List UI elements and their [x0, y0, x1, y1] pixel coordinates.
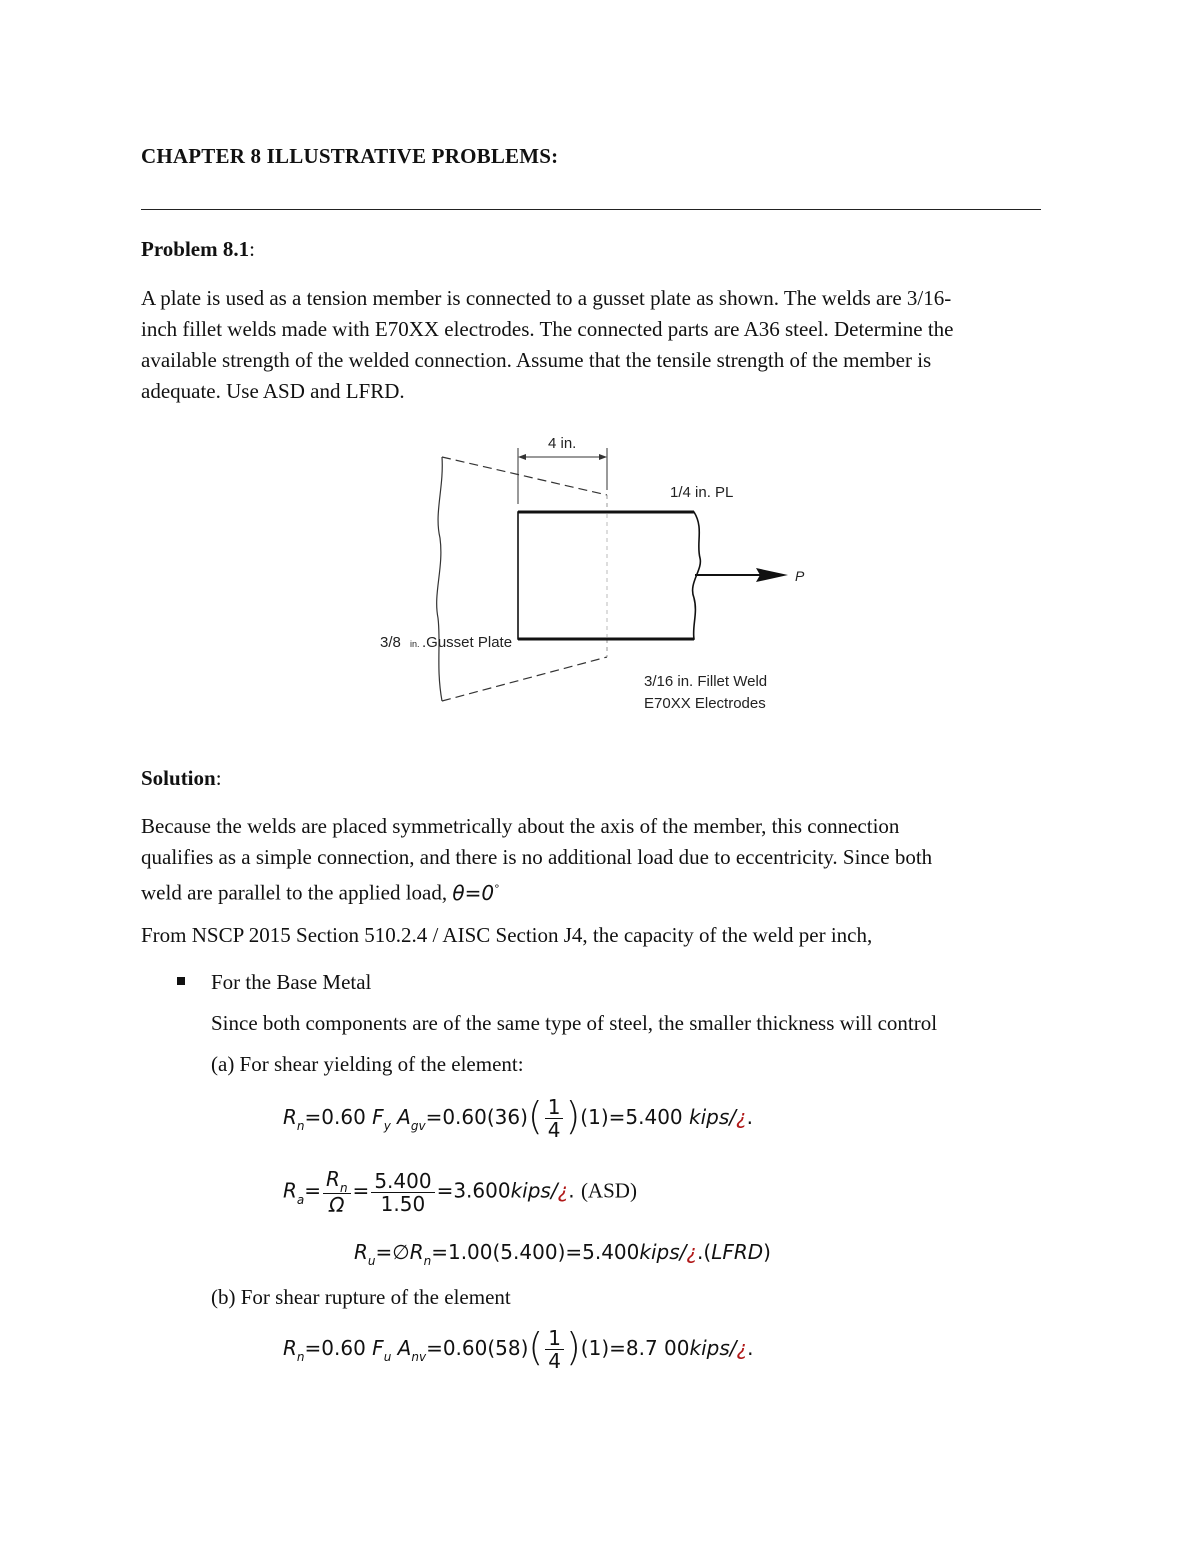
- bullet-square-icon: [177, 977, 185, 985]
- connection-figure: [370, 428, 820, 718]
- gusset-label-size: 3/8: [380, 634, 401, 651]
- solution-line: [141, 873, 500, 909]
- gusset-label-name: .Gusset Plate: [422, 634, 513, 651]
- problem-line: A plate is used as a tension member is connected to a gusset plate as shown. The welds are 3/16-: [141, 286, 952, 310]
- solution-paragraph: [141, 811, 1061, 904]
- problem-line: inch fillet welds made with E70XX electrodes. The connected parts are A36 steel. Determine the: [141, 317, 954, 341]
- control-line: Since both components are of the same type of steel, the smaller thickness will control: [211, 1011, 938, 1035]
- dim-arrow-left: [518, 454, 526, 460]
- solution-line: Because the welds are placed symmetrically about the axis of the member, this connection: [141, 814, 900, 838]
- part-a-label: (a) For shear yielding of the element:: [211, 1052, 524, 1076]
- problem-title: [141, 237, 255, 262]
- divider-line: [141, 209, 1041, 210]
- problem-line: adequate. Use ASD and LFRD.: [141, 379, 405, 403]
- problem-line: available strength of the welded connection. Assume that the tensile strength of the member is: [141, 348, 932, 372]
- problem-colon: :: [249, 237, 255, 261]
- tension-plate: [518, 512, 700, 639]
- dim-label: 4 in.: [548, 435, 577, 452]
- problem-label: Problem 8.1: [141, 237, 250, 261]
- dim-arrow-right: [599, 454, 607, 460]
- equation-lrfd: $R_u=\emptyset R_n=1.00(5.400)=5.400kips/¿.(LFRD)$: [354, 1240, 771, 1268]
- weld-label-electrode: E70XX Electrodes: [644, 695, 766, 712]
- reference-line: From NSCP 2015 Section 510.2.4 / AISC Section J4, the capacity of the weld per inch,: [141, 923, 873, 947]
- theta-expression: θ=0°: [452, 880, 500, 905]
- problem-statement: [141, 283, 1061, 407]
- solution-label: Solution: [141, 766, 216, 790]
- solution-colon: :: [215, 766, 222, 790]
- load-arrow-head: [756, 568, 788, 582]
- weld-label-size: 3/16 in. Fillet Weld: [644, 673, 768, 690]
- bullet-base-metal: For the Base Metal: [211, 970, 372, 994]
- equation-shear-rupture: $R_n=0.60$ $F_u$ $A_{nv}=0.60(58)$( $\frac{1}{4}$ )(1)=8.7 00kips/¿.: [283, 1324, 754, 1373]
- chapter-heading: CHAPTER 8 ILLUSTRATIVE PROBLEMS:: [141, 144, 559, 168]
- solution-line: qualifies as a simple connection, and there is no additional load due to eccentricity. Since both: [141, 845, 933, 869]
- solution-line-text: weld are parallel to the applied load,: [141, 880, 448, 905]
- part-b-label: (b) For shear rupture of the element: [211, 1285, 511, 1309]
- load-label: P: [795, 568, 805, 584]
- gusset-label-unit: in.: [410, 639, 420, 649]
- solution-title: [141, 766, 222, 791]
- gusset-bottom-edge: [442, 657, 607, 701]
- plate-label: 1/4 in. PL: [670, 484, 734, 501]
- equation-asd: $R_a=$ $\frac{R_n}{\Omega}$ = $\frac{5.400}{1.50}$ =3.600kips/¿. (ASD): [283, 1167, 637, 1217]
- gusset-break-line: [437, 457, 443, 701]
- gusset-top-edge: [442, 457, 607, 495]
- equation-shear-yielding: $R_n=0.60$ $F_y$ $A_{gv}=0.60(36)$( $\frac{1}{4}$ )(1)=5.400 kips/¿.: [283, 1093, 753, 1142]
